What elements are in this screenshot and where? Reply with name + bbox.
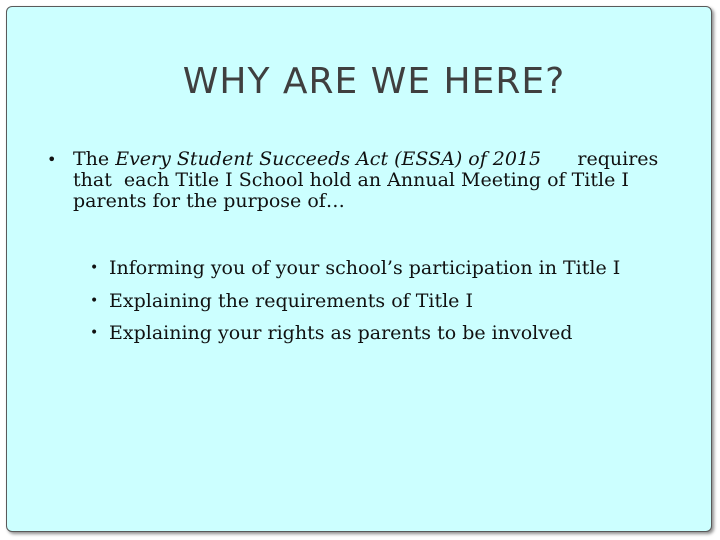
- sub-point-item: [47, 285, 687, 318]
- bullet-icon: •: [90, 292, 99, 309]
- slide-body: [47, 149, 687, 350]
- slide-title: WHY ARE WE HERE?: [182, 61, 566, 102]
- main-bullet-point: [47, 149, 687, 212]
- sub-point-text: Explaining the requirements of Title I: [109, 289, 473, 312]
- main-point-lead: The: [73, 148, 116, 170]
- bullet-icon: •: [90, 260, 99, 276]
- sub-point-text: Informing you of your school’s participation in Title I: [109, 257, 621, 279]
- main-point-rest: requires that each Title I School hold an Annual Meeting of Title I parents for the purpose of…: [73, 148, 665, 212]
- sub-point-text: Explaining your rights as parents to be involved: [109, 322, 573, 344]
- bullet-icon: •: [47, 150, 57, 169]
- sub-point-list: [47, 252, 687, 350]
- act-name: Every Student Succeeds Act (ESSA) of 2015: [115, 148, 542, 170]
- sub-point-item: [47, 317, 687, 350]
- slide: [6, 6, 712, 532]
- bullet-icon: •: [90, 325, 99, 341]
- sub-point-item: [47, 252, 687, 285]
